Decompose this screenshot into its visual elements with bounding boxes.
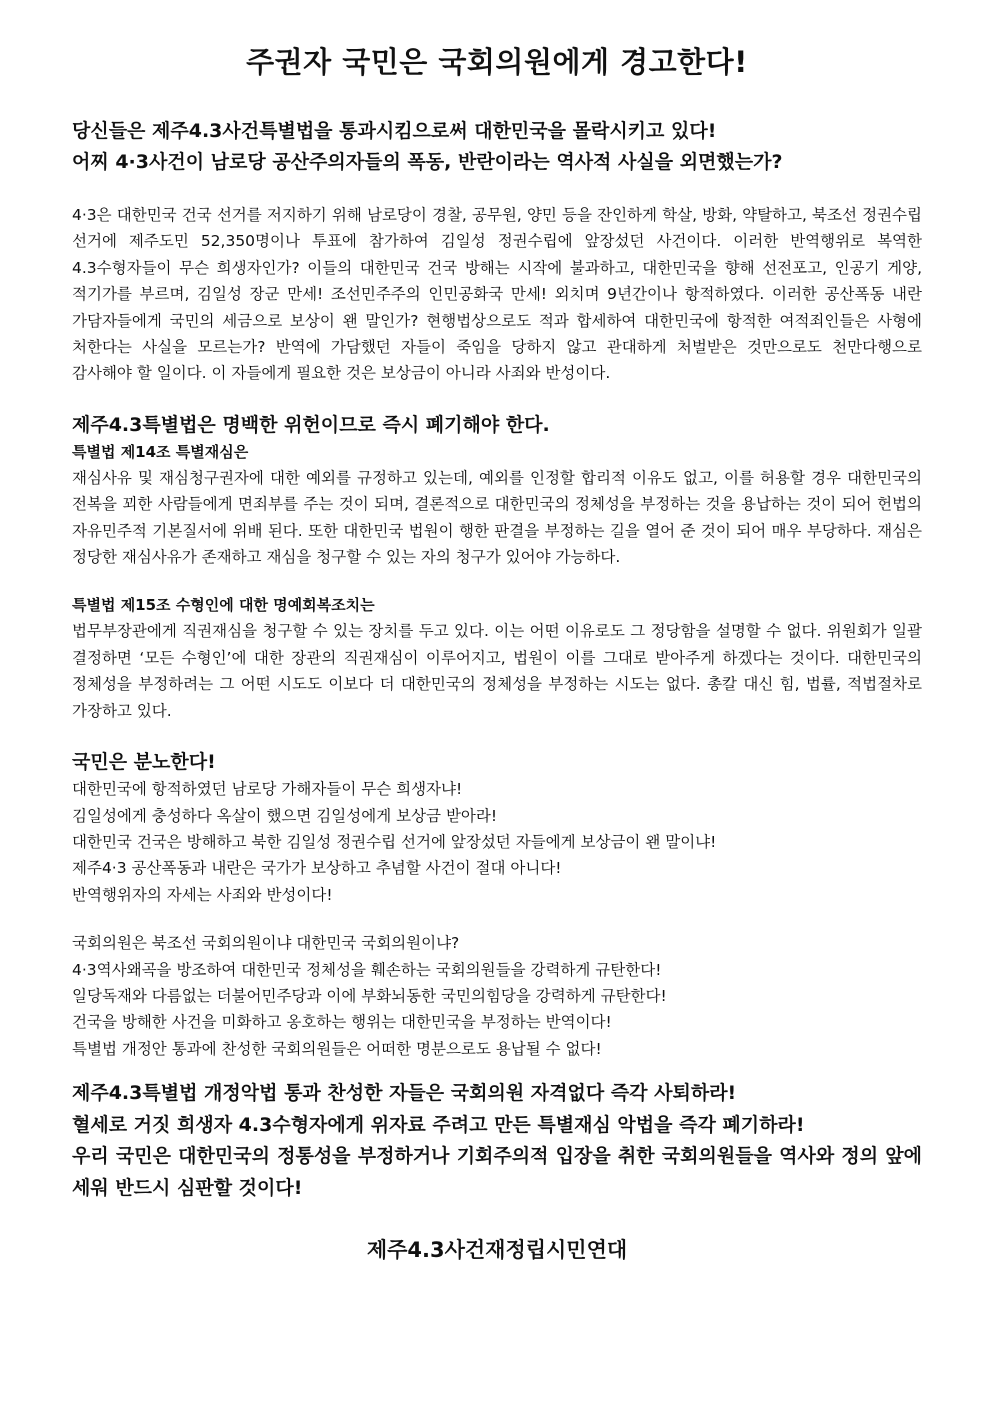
closing-statements xyxy=(72,1078,922,1204)
article-15-body: 법무부장관에게 직권재심을 청구할 수 있는 장치를 두고 있다. 이는 어떤 이유로도 그 정당함을 설명할 수 없다. 위원회가 일괄 결정하면 ‘모든 수형인’에 대한 장관의 직권재심이 이루어지고, 법원이 이를 그대로 받아주게 하겠다는 것이다. 대한민국의 정체성을 부정하려는 그 어떤 시도도 이보다 더 대한민국의 정체성을 부정하는 시도는 없다. 총칼 대신 힘, 법률, 적법절차로 가장하고 있다. xyxy=(72,622,922,720)
list-item: 반역행위자의 자세는 사죄와 반성이다! xyxy=(72,885,333,904)
list-item: 김일성에게 충성하다 옥살이 했으면 김일성에게 보상금 받아라! xyxy=(72,806,498,825)
closing-line: 제주4.3특별법 개정악법 통과 찬성한 자들은 국회의원 자격없다 즉각 사퇴하라! xyxy=(72,1082,737,1105)
list-item: 제주4·3 공산폭동과 내란은 국가가 보상하고 추념할 사건이 절대 아니다! xyxy=(72,859,562,878)
section-heading-anger: 국민은 분노한다! xyxy=(72,751,216,774)
page-title: 주권자 국민은 국회의원에게 경고한다! xyxy=(246,45,748,79)
article-14-body: 재심사유 및 재심청구권자에 대한 예외를 규정하고 있는데, 예외를 인정할 합리적 이유도 없고, 이를 허용할 경우 대한민국의 전복을 꾀한 사람들에게 면죄부를 주는 것이 되며, 결론적으로 대한민국의 정체성을 부정하는 것을 용납하는 것이 되어 헌법의 자유민주적 기본질서에 위배 된다. 또한 대한민국 법원이 행한 판결을 부정하는 길을 열어 준 것이 되어 매우 부당하다. 재심은 정당한 재심사유가 존재하고 재심을 청구할 수 있는 자의 청구가 있어야 가능하다. xyxy=(72,468,922,567)
headline-line: 어찌 4·3사건이 남로당 공산주의자들의 폭동, 반란이라는 역사적 사실을 외면했는가? xyxy=(72,151,783,173)
closing-line: 우리 국민은 대한민국의 정통성을 부정하거나 기회주의적 입장을 취한 국회의원들을 역사와 정의 앞에 세워 반드시 심판할 것이다! xyxy=(72,1145,922,1199)
list-item: 일당독재와 다름없는 더불어민주당과 이에 부화뇌동한 국민의힘당을 강력하게 규탄한다! xyxy=(72,986,667,1005)
intro-paragraph: 4·3은 대한민국 건국 선거를 저지하기 위해 남로당이 경찰, 공무원, 양민 등을 잔인하게 학살, 방화, 약탈하고, 북조선 정권수립 선거에 제주도민 52,350명이나 투표에 참가하여 김일성 정권수립에 앞장섰던 사건이다. 이러한 반역행위로 복역한 4.3수형자들이 무슨 희생자인가? 이들의 대한민국 건국 방해는 시작에 불과하고, 대한민국을 향해 선전포고, 인공기 게양, 적기가를 부르며, 김일성 장군 만세! 조선민주주의 인민공화국 만세! 외치며 9년간이나 항적하였다. 이러한 공산폭동 내란 가담자들에게 국민의 세금으로 보상이 왠 말인가? 현행법상으로도 적과 합세하여 대한민국에 항적한 여적죄인들은 사형에 처한다는 사실을 모르는가? 반역에 가담했던 자들이 죽임을 당하지 않고 관대하게 처벌받은 것만으로도 천만다행으로 감사해야 할 일이다. 이 자들에게 필요한 것은 보상금이 아니라 사죄와 반성이다. xyxy=(72,206,922,383)
list-item: 국회의원은 북조선 국회의원이냐 대한민국 국회의원이냐? xyxy=(72,934,460,953)
headline-line: 당신들은 제주4.3사건특별법을 통과시킴으로써 대한민국을 몰락시키고 있다! xyxy=(72,120,717,142)
closing-line: 혈세로 거짓 희생자 4.3수형자에게 위자료 주려고 만든 특별재심 악법을 즉각 폐기하라! xyxy=(72,1113,805,1136)
headline-block xyxy=(72,116,922,178)
signature-organization: 제주4.3사건재정립시민연대 xyxy=(366,1238,628,1263)
list-item: 건국을 방해한 사건을 미화하고 옹호하는 행위는 대한민국을 부정하는 반역이다! xyxy=(72,1013,612,1032)
condemnation-lines xyxy=(72,930,922,1062)
list-item: 특별법 개정안 통과에 찬성한 국회의원들은 어떠한 명분으로도 용납될 수 없다! xyxy=(72,1039,602,1058)
section-heading-unconstitutional: 제주4.3특별법은 명백한 위헌이므로 즉시 폐기해야 한다. xyxy=(72,413,550,436)
anger-lines xyxy=(72,776,922,908)
list-item: 4·3역사왜곡을 방조하여 대한민국 정체성을 훼손하는 국회의원들을 강력하게 규탄한다! xyxy=(72,960,662,979)
article-14-title: 특별법 제14조 특별재심은 xyxy=(72,442,249,461)
list-item: 대한민국에 항적하였던 남로당 가해자들이 무슨 희생자냐! xyxy=(72,780,463,799)
article-15-title: 특별법 제15조 수형인에 대한 명예회복조치는 xyxy=(72,596,375,615)
list-item: 대한민국 건국은 방해하고 북한 김일성 정권수립 선거에 앞장섰던 자들에게 보상금이 왠 말이냐! xyxy=(72,832,717,851)
